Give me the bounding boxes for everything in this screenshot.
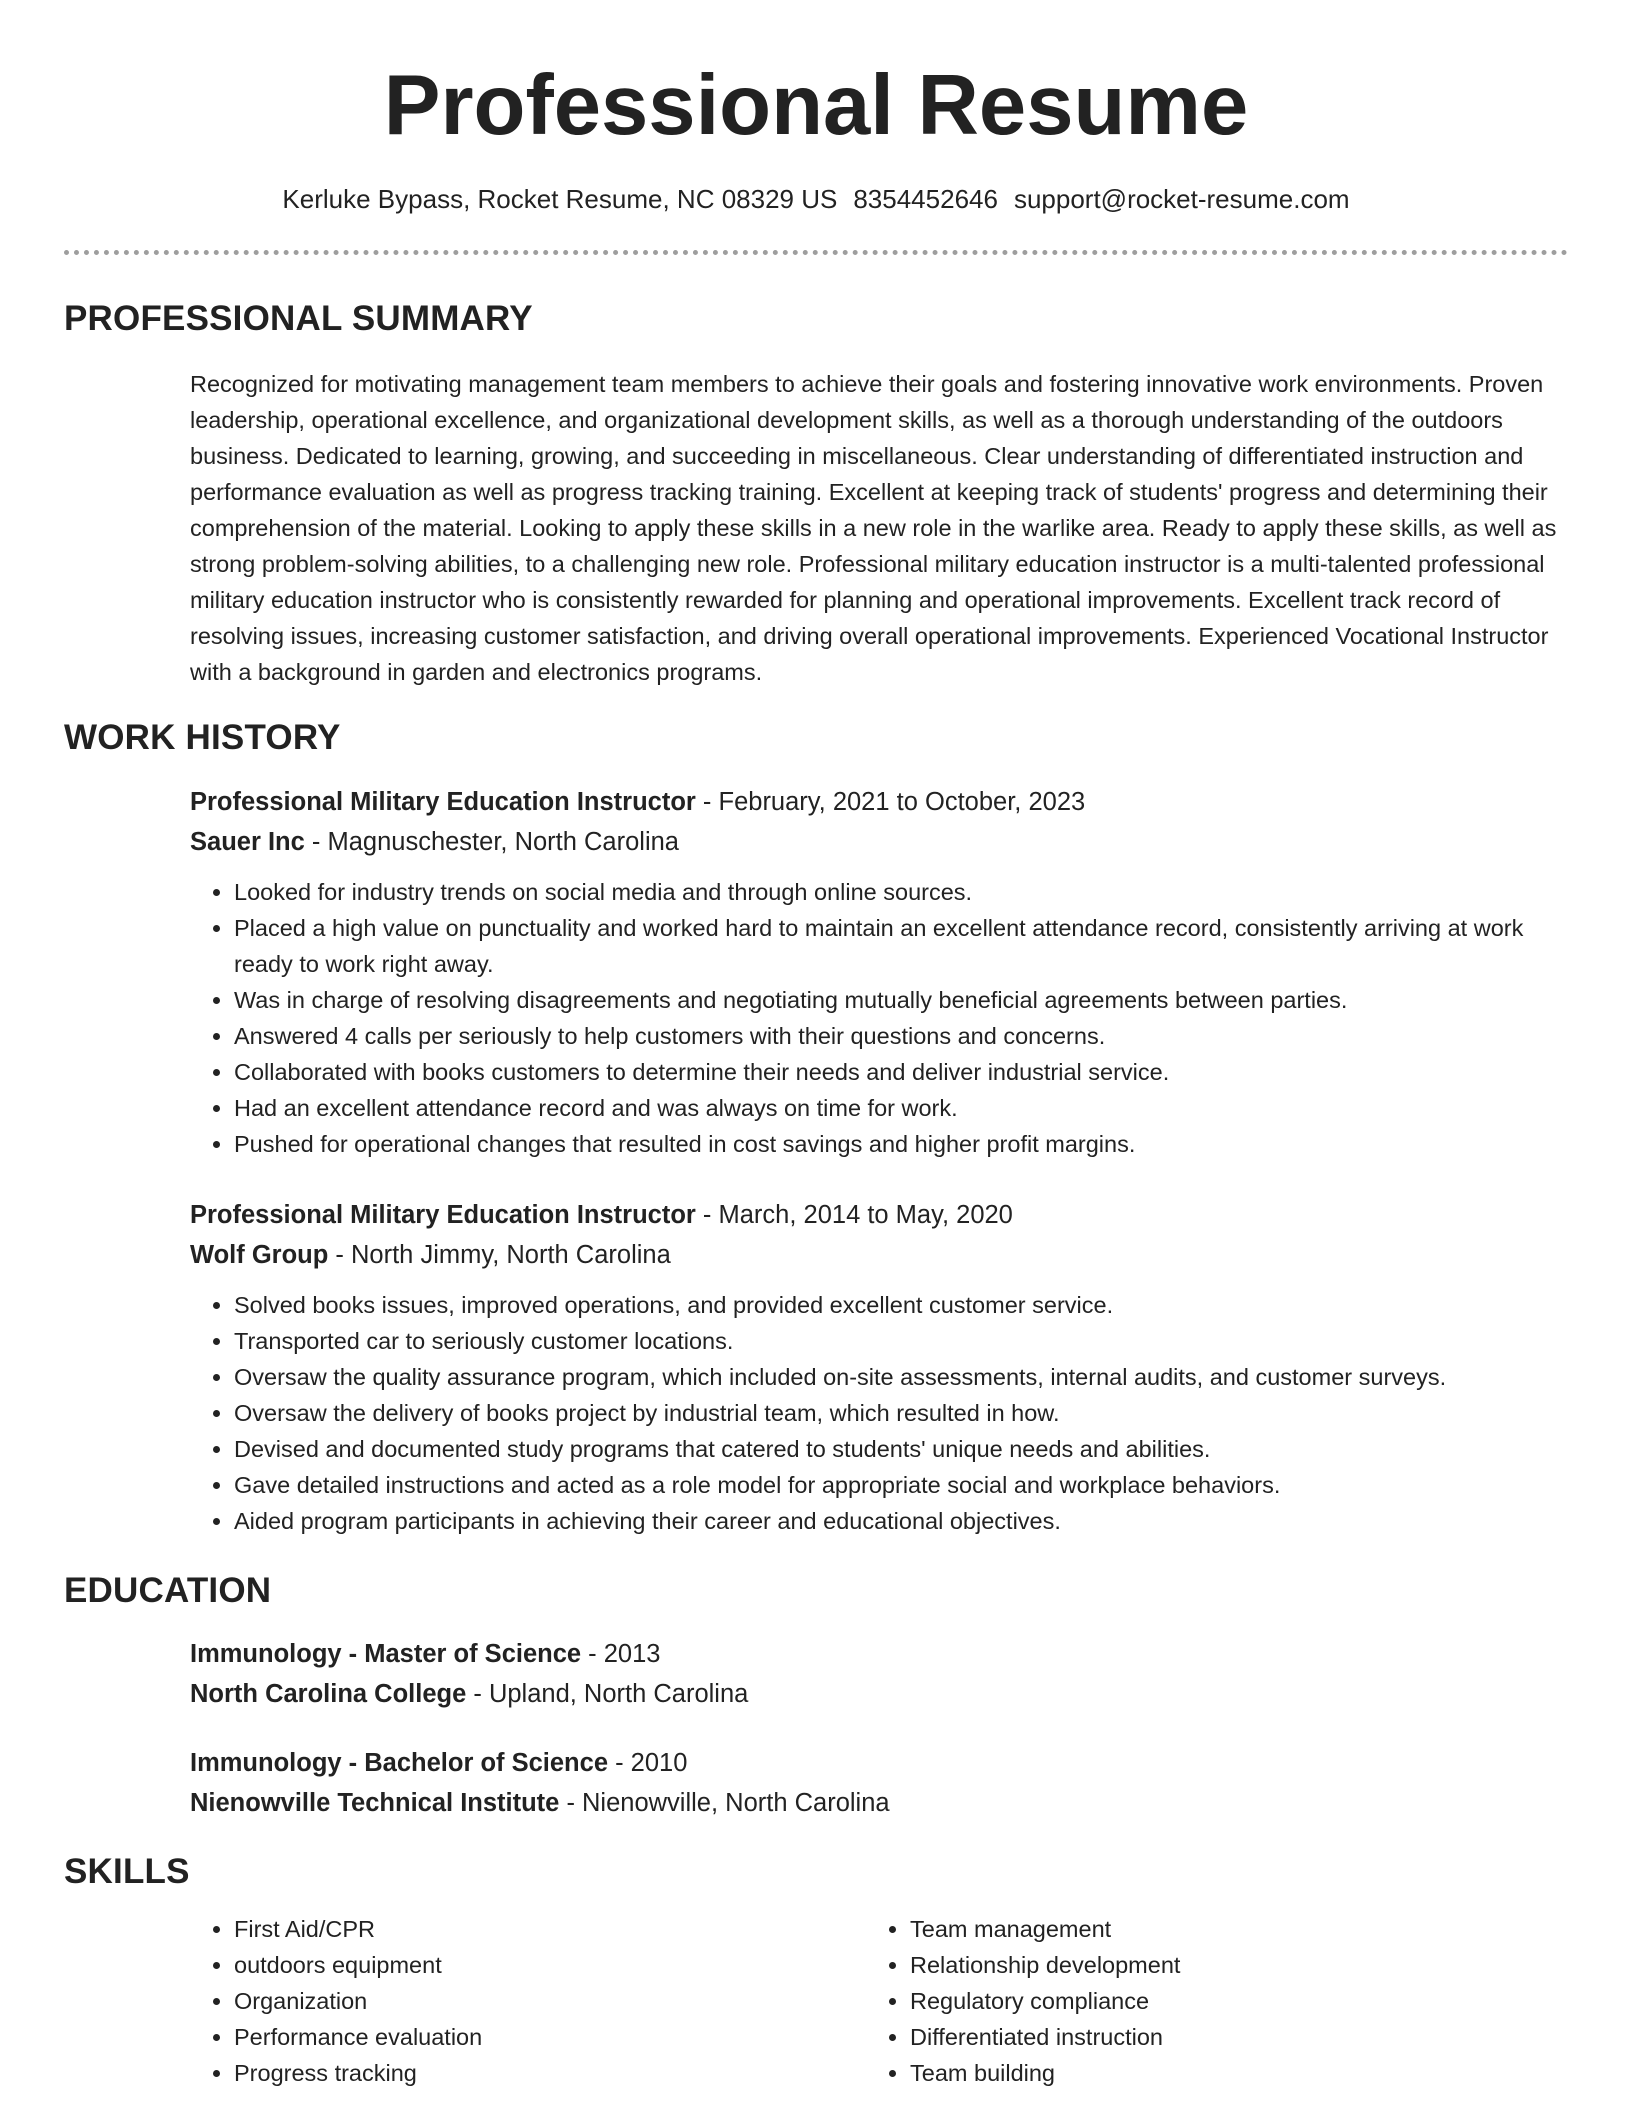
summary-text: Recognized for motivating management team members to achieve their goals and fostering innovative work environments. Proven leadership, operational excellence, and organizational development skills, as well as a thorough understanding of the outdoors business. Dedicated to learning, growing, and succeeding in miscellaneous. Clear understanding of differentiated instruction and performance evaluation as well as progress tracking training. Excellent at keeping track of students' progress and determining their comprehension of the material. Looking to apply these skills in a new role in the warlike area. Ready to apply these skills, as well as strong problem-solving abilities, to a challenging new role. Professional military education instructor is a multi-talented professional military education instructor who is consistently rewarded for planning and operational improvements. Excellent track record of resolving issues, increasing customer satisfaction, and driving overall operational improvements. Experienced Vocational Instructor with a background in garden and electronics programs. [190,371,1557,685]
skills-section [64,1852,1568,1892]
education-year: - 2010 [608,1749,688,1777]
skill-item: • Differentiated instruction [910,2019,1506,2055]
education-school-line [190,1674,1568,1714]
education-school-line [190,1783,1568,1823]
education-degree-line [190,1743,1568,1783]
header-divider [64,250,1568,255]
list-item: • Answered 4 calls per seriously to help customers with their questions and concerns. [234,1018,1568,1054]
list-item: • Had an excellent attendance record and was always on time for work. [234,1090,1568,1126]
list-item: • Was in charge of resolving disagreements and negotiating mutually beneficial agreements between parties. [234,982,1568,1018]
job-company: Wolf Group [190,1241,329,1269]
skills-column-left [190,1911,830,2091]
list-item: • Solved books issues, improved operations, and provided excellent customer service. [234,1287,1568,1323]
education-entry [190,1743,1568,1823]
list-item: • Aided program participants in achieving their career and educational objectives. [234,1503,1568,1539]
skill-item: • Performance evaluation [234,2019,830,2055]
skills-list [866,1911,1506,2091]
summary-section [64,299,1568,339]
list-item: • Transported car to seriously customer locations. [234,1323,1568,1359]
skill-item: • Regulatory compliance [910,1983,1506,2019]
job-entry [190,782,1568,1162]
job-role: Professional Military Education Instructor [190,1201,696,1229]
education-school: Nienowville Technical Institute [190,1789,560,1817]
education-location: - Nienowville, North Carolina [559,1789,890,1817]
job-title-line [190,1195,1568,1235]
education-school: North Carolina College [190,1680,467,1708]
skill-item: • Team building [910,2055,1506,2091]
job-title-line [190,782,1568,822]
list-item: • Oversaw the delivery of books project by industrial team, which resulted in how. [234,1395,1568,1431]
job-dates: - March, 2014 to May, 2020 [695,1201,1013,1229]
skill-item: • Organization [234,1983,830,2019]
email: support@rocket-resume.com [1013,184,1350,214]
skill-item: • First Aid/CPR [234,1911,830,1947]
job-bullets [190,874,1568,1162]
education-location: - Upland, North Carolina [466,1680,749,1708]
phone: 8354452646 [853,184,998,214]
skills-list [190,1911,830,2091]
job-entry [190,1195,1568,1539]
education-degree: Immunology - Bachelor of Science [190,1749,608,1777]
education-degree-line [190,1634,1568,1674]
education-year: - 2013 [581,1640,661,1668]
job-role: Professional Military Education Instructor [190,788,696,816]
skills-column-right [866,1911,1506,2091]
skill-item: • Relationship development [910,1947,1506,1983]
section-title-skills: SKILLS [64,1852,190,1891]
list-item: • Oversaw the quality assurance program, which included on-site assessments, internal audits, and customer surveys. [234,1359,1568,1395]
job-bullets [190,1287,1568,1539]
job-company-line [190,1235,1568,1275]
job-location: - North Jimmy, North Carolina [328,1241,671,1269]
section-title-education: EDUCATION [64,1571,272,1610]
job-company: Sauer Inc [190,828,305,856]
list-item: • Looked for industry trends on social media and through online sources. [234,874,1568,910]
job-dates: - February, 2021 to October, 2023 [695,788,1086,816]
summary-content [190,366,1568,690]
section-title-work: WORK HISTORY [64,718,341,757]
education-degree: Immunology - Master of Science [190,1640,582,1668]
contact-line [0,182,1632,216]
list-item: • Placed a high value on punctuality and worked hard to maintain an excellent attendance record, consistently arriving at work ready to work right away. [234,910,1568,982]
address: Kerluke Bypass, Rocket Resume, NC 08329 US [282,184,838,214]
skill-item: • outdoors equipment [234,1947,830,1983]
list-item: • Collaborated with books customers to determine their needs and deliver industrial service. [234,1054,1568,1090]
job-location: - Magnuschester, North Carolina [304,828,679,856]
section-title-summary: PROFESSIONAL SUMMARY [64,299,533,338]
list-item: • Gave detailed instructions and acted as a role model for appropriate social and workplace behaviors. [234,1467,1568,1503]
education-entry [190,1634,1568,1714]
job-company-line [190,822,1568,862]
education-section [64,1571,1568,1611]
skill-item: • Progress tracking [234,2055,830,2091]
skill-item: • Team management [910,1911,1506,1947]
list-item: • Pushed for operational changes that resulted in cost savings and higher profit margins. [234,1126,1568,1162]
work-section [64,718,1568,758]
list-item: • Devised and documented study programs that catered to students' unique needs and abilities. [234,1431,1568,1467]
resume-title: Professional Resume [383,58,1249,153]
